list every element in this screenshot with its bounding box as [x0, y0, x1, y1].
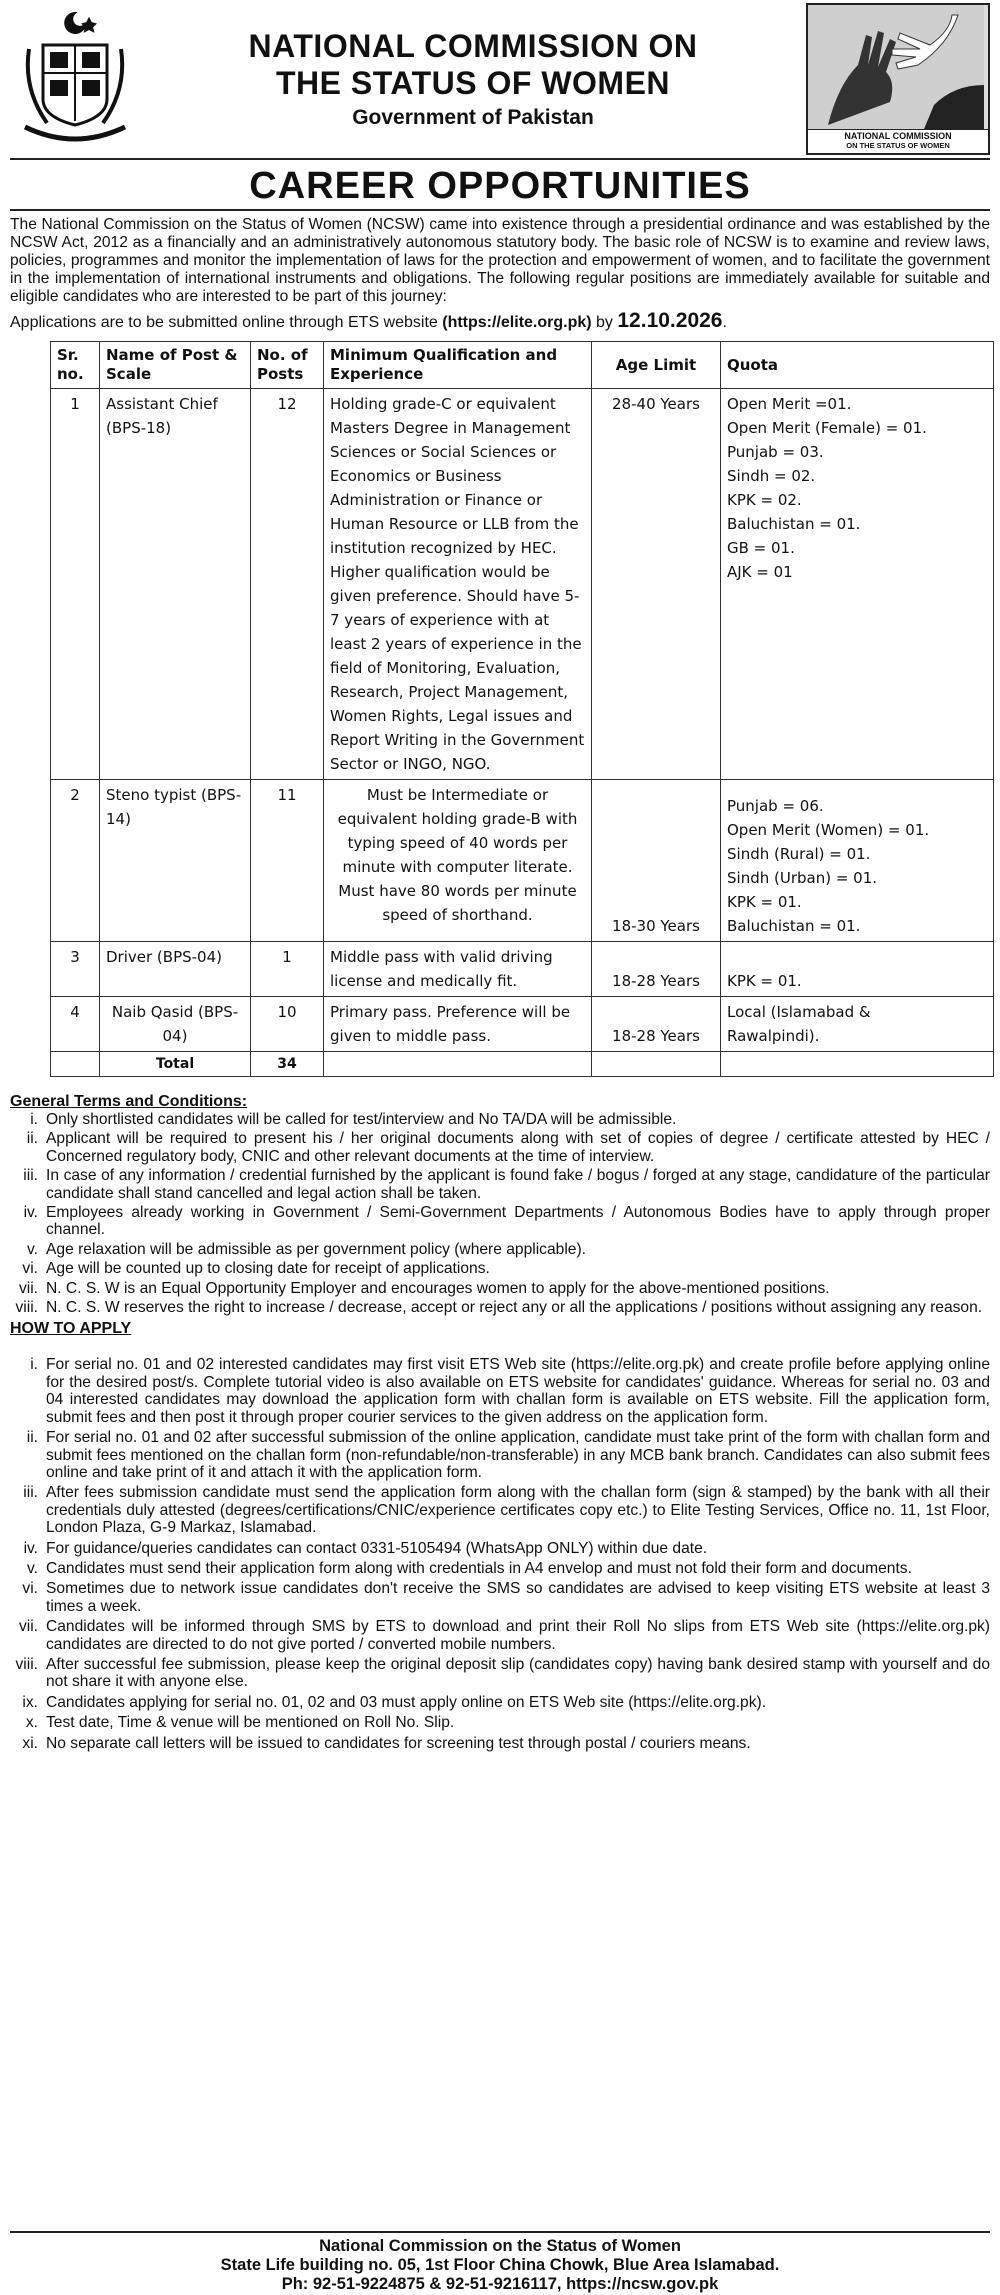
logo-caption-line2: ON THE STATUS OF WOMEN: [846, 141, 950, 150]
item-text: No separate call letters will be issued to candidates for screening test through postal / couriers means.: [46, 1734, 751, 1752]
table-row: [51, 389, 994, 780]
total-value: 34: [251, 1052, 324, 1077]
item-text: N. C. S. W is an Equal Opportunity Employer and encourages women to apply for the above-mentioned positions.: [46, 1279, 830, 1297]
quota-line: Open Merit =01.: [727, 395, 852, 413]
item-text: For guidance/queries candidates can contact 0331-5105494 (WhatsApp ONLY) within due date.: [46, 1539, 708, 1557]
col-posts: No. of Posts: [251, 342, 324, 389]
list-item: [10, 1560, 990, 1577]
list-item: [10, 1299, 990, 1316]
quota-line: KPK = 01.: [727, 972, 802, 990]
row-sr: 4: [51, 997, 100, 1052]
ncsw-logo: [806, 3, 990, 155]
item-number: vii.: [18, 1618, 38, 1636]
total-empty-cell: [324, 1052, 592, 1077]
quota-line: Sindh (Urban) = 01.: [727, 869, 878, 887]
total-row: [51, 1052, 994, 1077]
government-emblem-icon: [10, 7, 140, 152]
item-number: vi.: [22, 1580, 38, 1598]
quota-line: Rawalpindi).: [727, 1027, 820, 1045]
item-number: vii.: [18, 1279, 38, 1297]
item-number: iv.: [23, 1539, 38, 1557]
item-number: iii.: [23, 1484, 38, 1502]
item-number: ii.: [26, 1429, 38, 1447]
item-text: After fees submission candidate must send the application form along with the challan form (sign & stamped) by the bank with all their credentials duly attested (degrees/certifications/CNIC/experience certificates copy etc.) to Elite Testing Services, Office no. 11, 1st Floor, London Plaza, G-9 Markaz, Islamabad.: [46, 1484, 990, 1537]
career-opportunities-heading: CAREER OPPORTUNITIES: [249, 165, 751, 207]
item-text: Only shortlisted candidates will be called for test/interview and No TA/DA will be admissible.: [46, 1111, 677, 1128]
table-row: [51, 942, 994, 997]
row-posts: 11: [251, 780, 324, 942]
col-sr: Sr. no.: [51, 342, 100, 389]
col-post: Name of Post & Scale: [100, 342, 251, 389]
item-text: Sometimes due to network issue candidates don't receive the SMS so candidates are advised to keep visiting ETS website at least 3 times a week.: [46, 1580, 990, 1615]
list-item: [10, 1618, 990, 1653]
quota-line: Sindh = 02.: [727, 467, 816, 485]
quota-line: AJK = 01: [727, 563, 793, 581]
total-empty-cell: [721, 1052, 994, 1077]
list-item: [10, 1204, 990, 1239]
list-item: [10, 1167, 990, 1202]
footer-organization: National Commission on the Status of Women: [319, 2237, 681, 2255]
list-item: [10, 1694, 990, 1711]
row-qualification: Must be Intermediate or equivalent holding grade-B with typing speed of 40 words per minute with computer literate. Must have 80 words per minute speed of shorthand.: [324, 780, 592, 942]
item-number: ix.: [22, 1693, 38, 1711]
how-to-apply-list: [10, 1356, 990, 1752]
title-block: [140, 28, 806, 130]
footer: [10, 2231, 990, 2295]
table-row: [51, 997, 994, 1052]
government-subtitle: Government of Pakistan: [352, 106, 594, 129]
item-number: ii.: [26, 1130, 38, 1148]
list-item: [10, 1130, 990, 1165]
list-item: [10, 1580, 990, 1615]
list-item: [10, 1540, 990, 1557]
general-terms-list: [10, 1111, 990, 1316]
list-item: [10, 1356, 990, 1426]
row-posts: 1: [251, 942, 324, 997]
row-post-name: Driver (BPS-04): [100, 942, 251, 997]
row-qualification: Middle pass with valid driving license and medically fit.: [324, 942, 592, 997]
divider: [10, 209, 990, 211]
quota-line: Baluchistan = 01.: [727, 917, 861, 935]
row-qualification: Holding grade-C or equivalent Masters Degree in Management Sciences or Social Sciences or Economics or Business Administration or Finance or Human Resource or LLB from the institution recognized by HEC. Higher qualification would be given preference. Should have 5-7 years of experience with at least 2 years of experience in the field of Monitoring, Evaluation, Research, Project Management, Women Rights, Legal issues and Report Writing in the Government Sector or INGO, NGO.: [324, 389, 592, 780]
row-age: 28-40 Years: [592, 389, 721, 780]
quota-line: Punjab = 03.: [727, 443, 824, 461]
item-text: For serial no. 01 and 02 interested candidates may first visit ETS Web site (https://elite.org.pk) and create profile before applying online for the desired post/s. Complete tutorial video is also available on ETS website for candidates' guidance. Whereas for serial no. 03 and 04 interested candidates may download the application form with challan form is available on ETS website. Fill the application form, submit fees and then post it through proper courier services to the given address on the application form.: [46, 1356, 990, 1426]
quota-line: GB = 01.: [727, 539, 795, 557]
list-item: [10, 1714, 990, 1731]
organization-title-line2: THE STATUS OF WOMEN: [275, 65, 671, 101]
list-item: [10, 1111, 990, 1128]
item-number: xi.: [22, 1734, 38, 1752]
logo-caption-line1: NATIONAL COMMISSION: [844, 131, 952, 141]
item-number: vi.: [22, 1260, 38, 1278]
quota-line: Punjab = 06.: [727, 797, 824, 815]
organization-title-line1: NATIONAL COMMISSION ON: [248, 28, 698, 64]
list-item: [10, 1280, 990, 1297]
item-number: iv.: [23, 1204, 38, 1222]
item-text: Test date, Time & venue will be mentioned on Roll No. Slip.: [46, 1714, 455, 1732]
item-text: Candidates applying for serial no. 01, 02 and 03 must apply online on ETS Web site (https://elite.org.pk).: [46, 1693, 767, 1711]
row-posts: 12: [251, 389, 324, 780]
apply-deadline-date: 12.10.2026: [617, 309, 723, 332]
quota-line: Sindh (Rural) = 01.: [727, 845, 871, 863]
list-item: [10, 1241, 990, 1258]
item-number: i.: [30, 1111, 38, 1128]
application-deadline-line: [10, 309, 990, 333]
item-number: viii.: [15, 1655, 38, 1673]
item-number: x.: [25, 1714, 38, 1732]
row-sr: 3: [51, 942, 100, 997]
item-text: Age will be counted up to closing date for receipt of applications.: [46, 1260, 490, 1278]
item-text: In case of any information / credential furnished by the applicant is found fake / bogus / forged at any stage, candidature of the particular candidate shall stand cancelled and legal action shall be taken.: [46, 1167, 990, 1202]
row-quota: [721, 997, 994, 1052]
row-quota: [721, 942, 994, 997]
item-text: Candidates must send their application form along with credentials in A4 envelop and must not fold their form and documents.: [46, 1559, 912, 1577]
table-header-row: [51, 342, 994, 389]
item-text: After successful fee submission, please keep the original deposit slip (candidates copy) having bank desired stamp with yourself and do not share it with anyone else.: [46, 1655, 990, 1691]
item-number: iii.: [23, 1167, 38, 1185]
item-text: N. C. S. W reserves the right to increase / decrease, accept or reject any or all the applications / positions without assigning any reason.: [46, 1299, 983, 1317]
item-number: v.: [27, 1559, 38, 1577]
table-row: [51, 780, 994, 942]
apply-by: by: [591, 314, 618, 331]
total-empty-cell: [51, 1052, 100, 1077]
row-quota: [721, 389, 994, 780]
header: [10, 0, 990, 160]
row-age: 18-28 Years: [592, 997, 721, 1052]
list-item: [10, 1656, 990, 1691]
footer-address: State Life building no. 05, 1st Floor China Chowk, Blue Area Islamabad.: [220, 2256, 780, 2274]
quota-line: Baluchistan = 01.: [727, 515, 861, 533]
row-post-name: Assistant Chief (BPS-18): [100, 389, 251, 780]
row-quota: [721, 780, 994, 942]
footer-contact: Ph: 92-51-9224875 & 92-51-9216117, https://ncsw.gov.pk: [281, 2275, 719, 2293]
col-quota: Quota: [721, 342, 994, 389]
total-empty-cell: [592, 1052, 721, 1077]
list-item: [10, 1429, 990, 1481]
row-post-name: Steno typist (BPS-14): [100, 780, 251, 942]
row-post-name: Naib Qasid (BPS- 04): [100, 997, 251, 1052]
positions-table: [50, 341, 994, 1077]
total-label: Total: [100, 1052, 251, 1077]
item-text: Applicant will be required to present his / her original documents along with set of copies of degree / certificate attested by HEC / Concerned regulatory body, CNIC and other relevant documents at the time of interview.: [46, 1130, 990, 1165]
logo-caption: [808, 129, 988, 153]
list-item: [10, 1735, 990, 1752]
item-number: i.: [30, 1356, 38, 1374]
item-text: Age relaxation will be admissible as per government policy (where applicable).: [46, 1240, 586, 1258]
item-text: Employees already working in Government / Semi-Government Departments / Autonomous Bodies have to apply through proper channel.: [46, 1204, 990, 1239]
item-text: For serial no. 01 and 02 after successful submission of the online application, candidate must take print of the form with challan form and submit fees mentioned on the challan form (non-refundable/non-transferable) in any MCB bank branch. Candidates can also submit fees online and take print of it and attach it with the application form.: [46, 1429, 990, 1481]
quota-line: Local (Islamabad &: [727, 1003, 871, 1021]
row-qualification: Primary pass. Preference will be given to middle pass.: [324, 997, 592, 1052]
quota-line: Open Merit (Women) = 01.: [727, 821, 930, 839]
row-sr: 1: [51, 389, 100, 780]
general-terms-heading: General Terms and Conditions:: [10, 1093, 248, 1110]
item-number: viii.: [15, 1299, 38, 1317]
item-number: v.: [27, 1240, 38, 1258]
apply-prefix: Applications are to be submitted online through ETS website: [10, 314, 443, 331]
item-text: Candidates will be informed through SMS by ETS to download and print their Roll No slips from ETS Web site (https://elite.org.pk) candidates are directed to do not give ported / converted mobile numbers.: [46, 1618, 990, 1653]
list-item: [10, 1260, 990, 1277]
intro-paragraph: The National Commission on the Status of Women (NCSW) came into existence through a presidential ordinance and was established by the NCSW Act, 2012 as a financially and an administratively autonomous statutory body. The basic role of NCSW is to examine and review laws, policies, programmes and monitor the implementation of laws for the protection and empowerment of women, and to facilitate the government in the implementation of international instruments and obligations. The following regular positions are immediately available for suitable and eligible candidates who are interested to be part of this journey:: [10, 216, 990, 305]
quota-line: Open Merit (Female) = 01.: [727, 419, 927, 437]
quota-line: KPK = 02.: [727, 491, 802, 509]
how-to-apply-heading: HOW TO APPLY: [10, 1320, 132, 1338]
row-posts: 10: [251, 997, 324, 1052]
row-sr: 2: [51, 780, 100, 942]
hands-logo-icon: [808, 5, 988, 131]
quota-line: KPK = 01.: [727, 893, 802, 911]
row-age: 18-30 Years: [592, 780, 721, 942]
col-qualification: Minimum Qualification and Experience: [324, 342, 592, 389]
apply-url-link[interactable]: (https://elite.org.pk): [442, 314, 592, 331]
list-item: [10, 1484, 990, 1536]
col-age: Age Limit: [592, 342, 721, 389]
row-age: 18-28 Years: [592, 942, 721, 997]
apply-end: .: [722, 314, 727, 331]
